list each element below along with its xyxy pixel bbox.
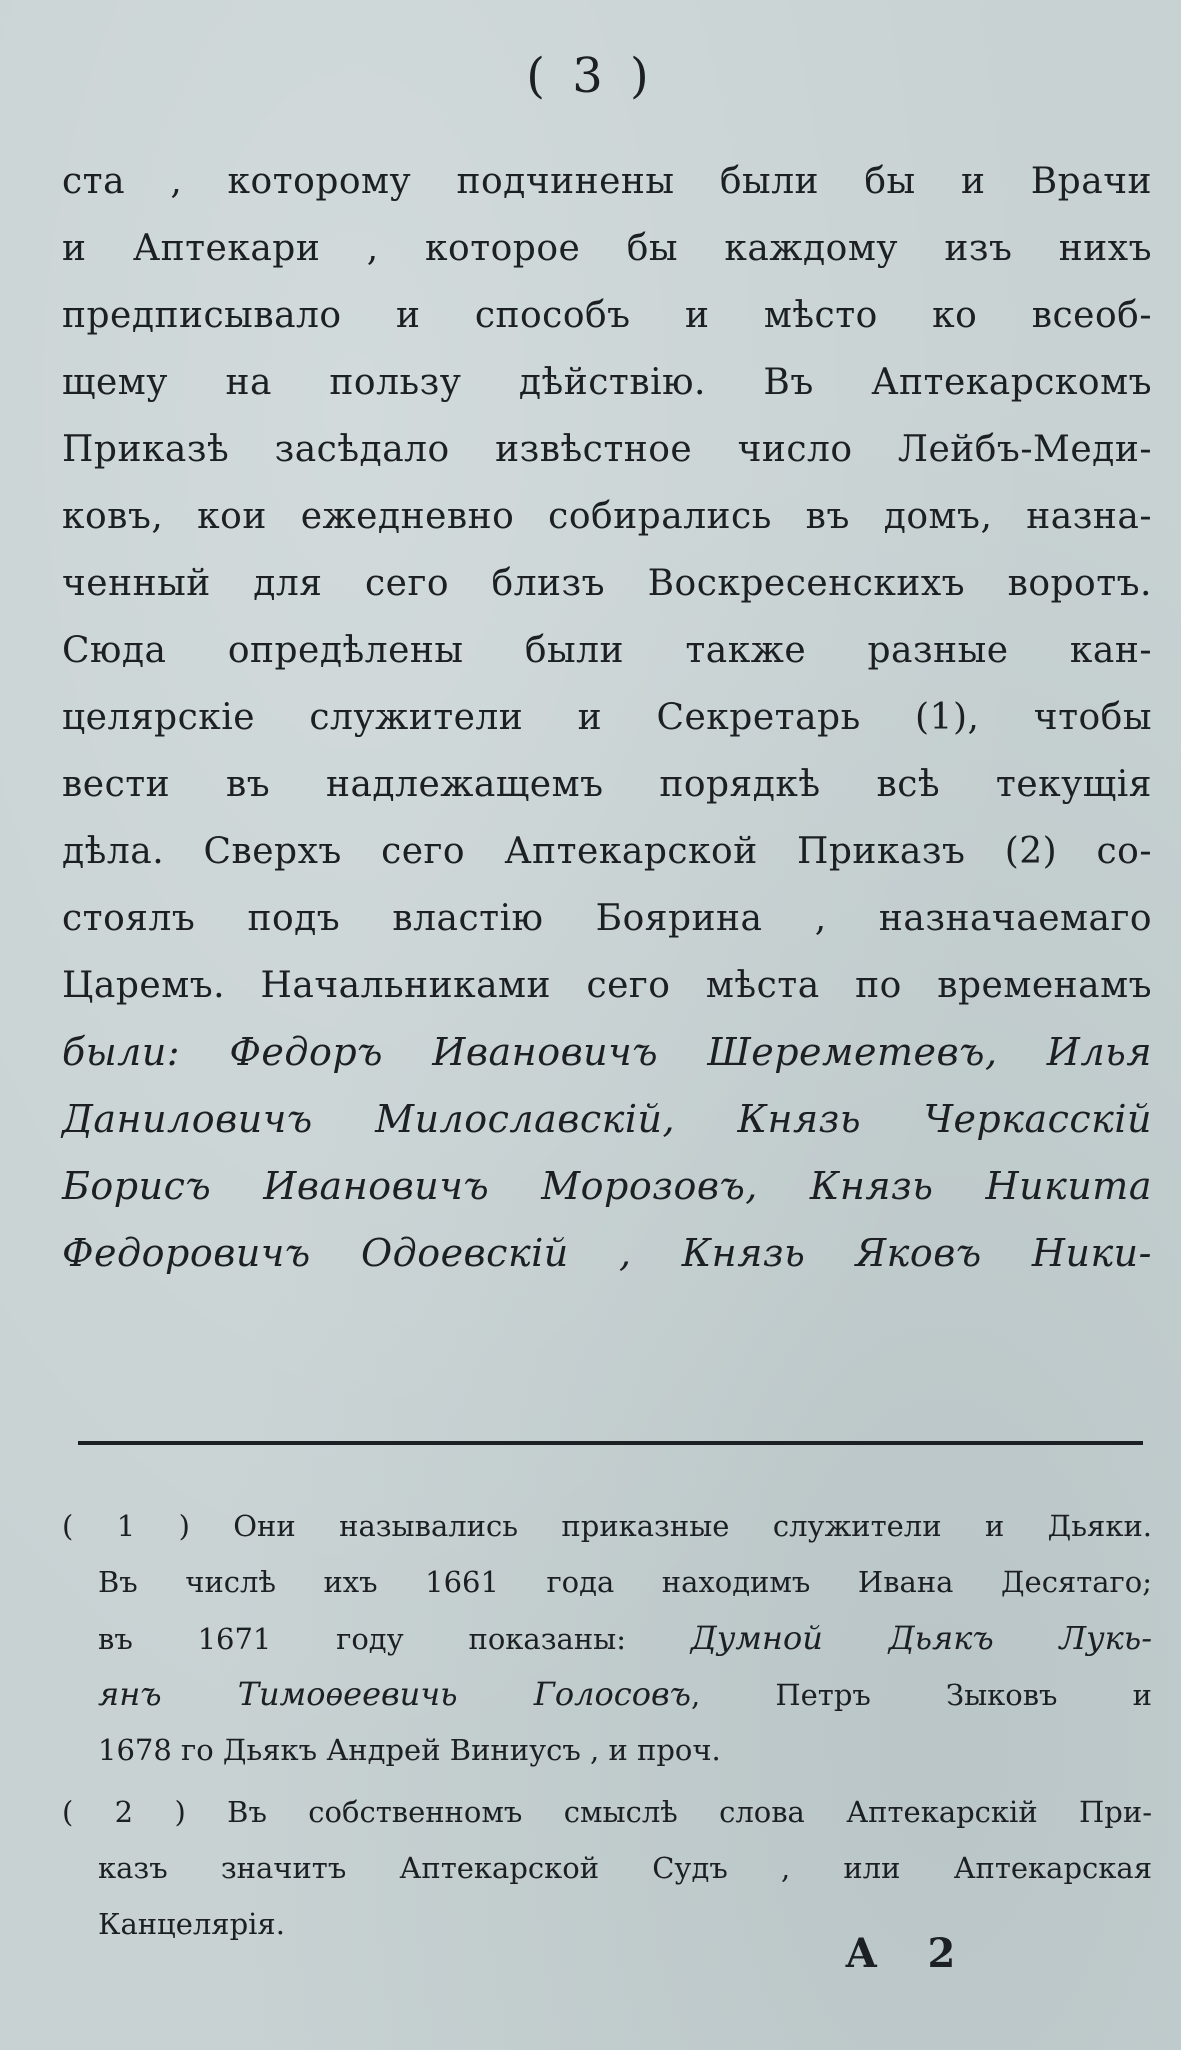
footnote-1-line: Въ числѣ ихъ 1661 года находимъ Ивана Десятаго; [98, 1565, 1152, 1599]
page-number: ( 3 ) [526, 48, 655, 104]
footnote-1-italic: янъ Тимоѳеевичь Голосовъ [98, 1675, 691, 1713]
text-line: и Аптекари , которое бы каждому изъ нихъ [62, 228, 1152, 269]
main-text [62, 148, 1152, 1287]
text-line: стоялъ подъ властію Боярина , назначаемаго [62, 898, 1152, 939]
text-line: ста , которому подчинены были бы и Врачи [62, 161, 1152, 202]
footnote-1-italic: Думной Дьякъ Лукь- [690, 1619, 1153, 1657]
footnote-1-line [62, 1666, 1152, 1722]
footnotes [62, 1498, 1152, 1952]
text-line: Приказѣ засѣдало извѣстное число Лейбъ-Меди- [62, 429, 1152, 470]
italic-text-line: были: Федоръ Ивановичъ Шереметевъ, Илья [62, 1030, 1152, 1074]
footnote-2-line: Канцелярія. [98, 1907, 285, 1941]
text-line: вести въ надлежащемъ порядкѣ всѣ текущія [62, 764, 1152, 805]
footnote-1-line: 1678 го Дьякъ Андрей Виниусъ , и проч. [98, 1733, 721, 1767]
text-line: Сюда опредѣлены были также разные кан- [62, 630, 1152, 671]
italic-text-line: Даниловичъ Милославскій, Князь Черкасскій [62, 1097, 1152, 1141]
text-line: Царемъ. Начальниками сего мѣста по временамъ [62, 965, 1152, 1006]
text-line: дѣла. Сверхъ сего Аптекарской Приказъ (2) со- [62, 831, 1152, 872]
italic-text-line: Борисъ Ивановичъ Морозовъ, Князь Никита [62, 1164, 1152, 1208]
text-line: ченный для сего близъ Воскресенскихъ воротъ. [62, 563, 1152, 604]
text-line: ковъ, кои ежедневно собирались въ домъ, назна- [62, 496, 1152, 537]
footnote-2-line: ( 2 ) Въ собственномъ смыслѣ слова Аптекарскій При- [62, 1795, 1152, 1829]
footnote-1-text: , Петръ Зыковъ и [690, 1678, 1153, 1712]
text-line: предписывало и способъ и мѣсто ко всеоб- [62, 295, 1152, 336]
footnote-1-line [62, 1610, 1152, 1666]
footnote-divider [78, 1441, 1143, 1445]
footnote-1-line: ( 1 ) Они назывались приказные служители и Дьяки. [62, 1509, 1152, 1543]
italic-text-line: Федоровичъ Одоевскій , Князь Яковъ Ники- [62, 1231, 1152, 1275]
text-line: щему на пользу дѣйствію. Въ Аптекарскомъ [62, 362, 1152, 403]
footnote-2-line: казъ значитъ Аптекарской Судъ , или Аптекарская [98, 1851, 1152, 1885]
footnote-1-text: въ 1671 году показаны: [98, 1622, 691, 1656]
text-line: целярскіе служители и Секретарь (1), чтобы [62, 697, 1152, 738]
printer-signature-mark: А 2 [845, 1930, 974, 1977]
